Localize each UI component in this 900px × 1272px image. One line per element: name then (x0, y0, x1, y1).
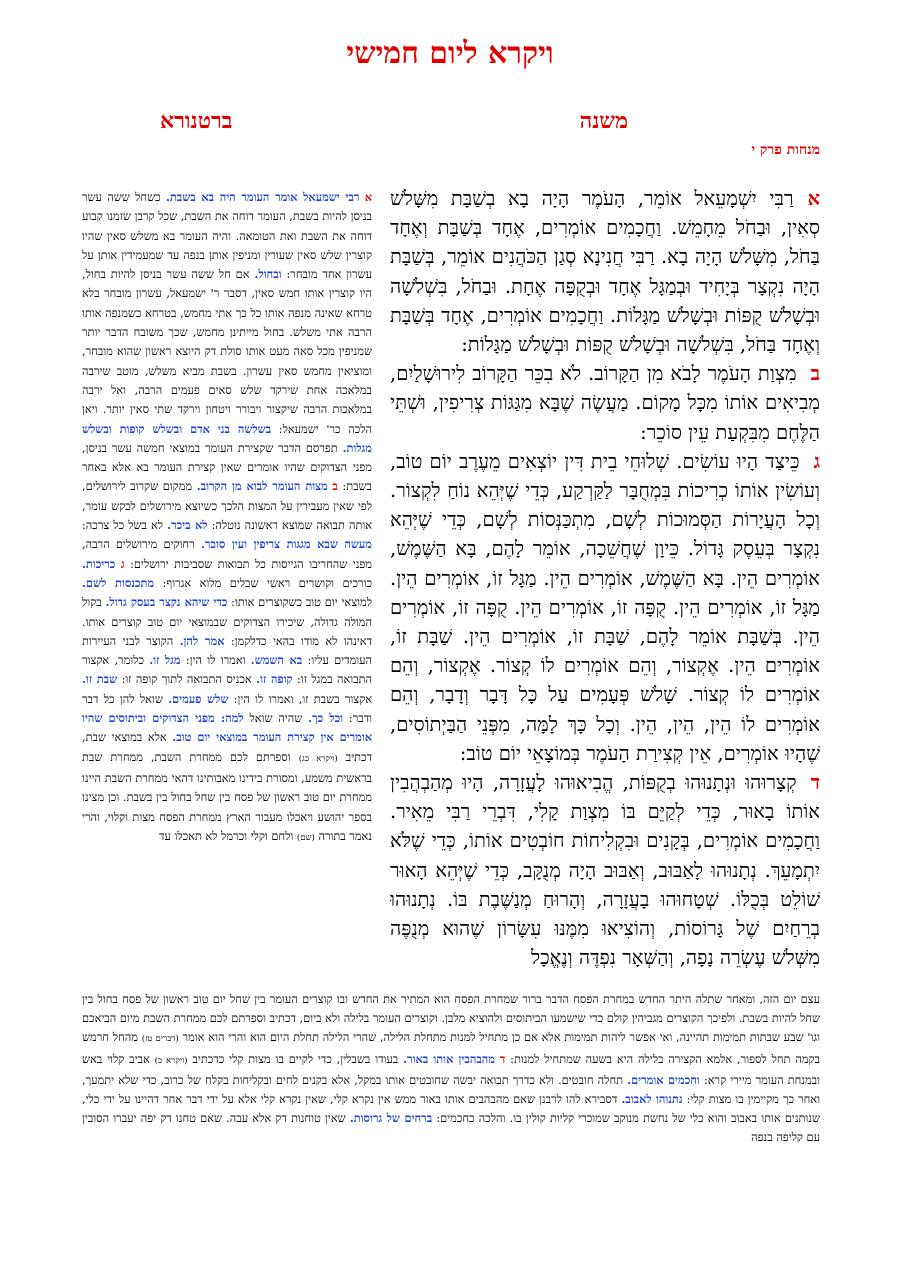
commentary-text: שהיה שואל (249, 712, 303, 726)
commentary-text: וספרתם לכם ממחרת השבת, ממחרת שבת בראשית משמע, ומסורת בידינו מאבותינו דהאי ממחרת השבת היינו ממחרת יום טוב ראשון של פסח בין שחל בחול בין בשבת. וכן מצינו בספר יהושע ויאכלו מעבור הארץ ממחרת הפסח מצות וקלוי, והרי נאמר בתורה (82, 750, 372, 843)
dibur-hamatchil: כדי שיהא נקצר בעסק גדול. (105, 595, 228, 610)
mishna-number: א (807, 187, 820, 210)
commentary-text: שואל להן כל דבר ודבר: (82, 692, 373, 726)
mishna-heading: משנה (579, 108, 628, 134)
dibur-hamatchil: לא ביכר. (167, 518, 208, 533)
commentary-text: כשחל ששה עשר בניסן להיות בשבת, העומר דוחה את השבת, שכל קרבן שזמנו קבוע דוחה את השבת ואת הטומאה. והיה העומר בא משלש סאין שהיו קוצרין שלש סאין שעורין ומניפין אותן בנפה עד שמעמידין אותן על עשרון אחד מובחר: (82, 191, 373, 282)
dibur-hamatchil: ברחים של גרוסות. (349, 1111, 433, 1126)
source-reference: (ויקרא ב) (154, 1055, 188, 1066)
dibur-hamatchil: שבת זו. (82, 672, 118, 687)
dibur-hamatchil: ובחול. (254, 267, 282, 282)
chapter-label: מנחות פרק י (751, 142, 820, 158)
mishna-paragraph (390, 359, 820, 447)
commentary-text: אביב קלוי באש ובמנחת העומר מיירי קרא: (82, 1052, 821, 1087)
commentary-text: רחוקים מירושלים הרבה, מפני שהחריבו הגייסות כל תבואות שסביבות ירושלים: (82, 538, 372, 571)
mishna-column (390, 184, 820, 972)
dibur-hamatchil: קופה זו. (256, 672, 293, 687)
mishna-text: רַבִּי יִשְׁמָעֵאל אוֹמֵר, הָעֹמֶר הָיָה בָא בְשַׁבָּת מִשָּׁלֹשׁ סְאִין, וּבַחֹל מֵחָמֵשׁ. וַחֲכָמִים אוֹמְרִים, אֶחָד בְּשַׁבָּת וְאֶחָד בַּחֹל, מִשָּׁלֹשׁ הָיָה בָא. רַבִּי חֲנִינָא סְגַן הַכֹּהֲנִים אוֹמֵר, בְּשַׁבָּת הָיָה נִקְצָר בְּיָחִיד וּבְמַגָּל אֶחָד וּבְקֻפָּה אֶחָת. וּבַחֹל, בִּשְׁלֹשָׁה וּבְשָׁלֹשׁ קֻפּוֹת וּבְשָׁלֹשׁ מַגָּלוֹת. וַחֲכָמִים אוֹמְרִים, אֶחָד בְּשַׁבָּת וְאֶחָד בַּחֹל, בִּשְׁלֹשָׁה וּבְשָׁלֹשׁ קֻפּוֹת וּבְשָׁלֹשׁ מַגָּלוֹת: (390, 187, 820, 357)
commentary-text: ואמרו לו הין: (185, 654, 246, 668)
mishna-marker: ב (332, 479, 338, 494)
mishna-number: ד (810, 771, 820, 795)
dibur-hamatchil: נתנוהו לאבוב. (621, 1092, 683, 1107)
commentary-text: אם חל ששה עשר בניסן להיות בחול, היו קוצרין אותו חמש סאין, דסבר ר' ישמעאל, עשרון מובחר בלא טרחא שאינה מנפה אותו כל כך אתי מחמש, בטרחא כשמנפה אותו הרבה אתי משלש. בחול מייתינן מחמש, שכך משובח הדבר יותר שמניפין מכל סאה מעט אותו סולת דק היוצא ראשון שהוא מובחר, ומוציאין מחמש סאין עשרון. בשבת מביא משלש, מוטב שירבה במלאכה אחת שירקד שלש סאים פעמים הרבה, ואל ירבה במלאכות הרבה שיקצור ויבורר ויטחון וירקד שתי סאין יותר. ויאן הלכה כר' ישמעאל: (82, 268, 372, 436)
mishna-number: ב (810, 362, 820, 386)
commentary-text: ממקום שקרוב לירושלים, לפי שאין מעבירין על המצות הלכך כשיוצא מירושלים לבקש עומר, אותה תבואה שמוצא ראשונה נוטלה: (82, 480, 373, 533)
commentary-text: תחלה חובטים. ולא כדרך תבואה יבשה שחובטים אותו במקל, אלא בקנים לחים ובקליחות בקלח של כרוב, כדי שלא יתמעך, ואחר כך מקיימין בו מצות קלי: (82, 1073, 820, 1107)
dibur-hamatchil: למה: מפני הצדוקים וביתוסים שהיו אומרים אין קצירת העומר במוצאי יום טוב. (82, 711, 372, 745)
commentary-text: תפרסם הדבר שקצירת העומר במוצאי חמשה עשר בניסן, מפני הצדוקים שהיו אומרים שאין קצירת העומר בא אלא באחר בשבת: (82, 441, 372, 494)
commentary-text: דסבירא להו לרבנן שאם מהבהבים אותו באור ממש אין נקרא קלי, שאין נקרא קלי אלא על ידי דבר אחר דהיינו על ידי כלי, שנותנים אותו באבוב והוא כלי של נחשת מנוקב שמוכרי קליות קולין בו. והלכה כחכמים: (82, 1093, 820, 1126)
bartenura-column (82, 188, 372, 848)
commentary-text: בעודו בשבלין, כדי לקיים בו מצות קלי כדכתיב (192, 1052, 399, 1066)
mishna-marker: ד (499, 1051, 506, 1066)
dibur-hamatchil: מהבהבין אותו באור. (403, 1051, 495, 1066)
bartenura-commentary (82, 188, 372, 848)
dibur-hamatchil: מעשה שבא מגגות צריפין ועין סוכר. (200, 537, 373, 552)
commentary-text: אלא במוצאי שבת, דכתיב (82, 731, 373, 764)
dibur-hamatchil: בא השמש. (250, 653, 303, 668)
commentary-text: מהחל חרמש בקמה תחל לספור, אלמא הקצירה בלילה היא בשעה שמתחיל למנות: (82, 1031, 821, 1066)
commentary-text: לא בשל כל צרכה: (82, 519, 164, 533)
dibur-hamatchil: כריכות. (82, 556, 116, 571)
source-reference: (דברים טז) (141, 1034, 179, 1045)
page-title: ויקרא ליום חמישי (346, 36, 554, 71)
mishna-text: מִצְוַת הָעֹמֶר לָבֹא מִן הַקָּרוֹב. לֹא בִכֵּר הַקָּרוֹב לִירוּשָׁלַיִם, מְבִיאִים אוֹתוֹ מִכָּל מָקוֹם. מַעֲשֶׂה שֶׁבָּא מִגַּגּוֹת צְרִיפִין, וּשְׁתֵּי הַלֶּחֶם מִבִּקְעַת עֵין סוֹכֵר: (390, 362, 820, 444)
commentary-text: שאין טוחנות דק אלא עבה. שאם טחנו דק יפה יעברו הסובין עם קליפה בנפה (82, 1112, 820, 1145)
dibur-hamatchil: בשלשה בני אדם ובשלש קופות ובשלש מגלות. (82, 421, 372, 455)
source-reference: (שם) (296, 832, 315, 843)
commentary-text: ולחם וקלי וכרמל לא תאכלו עד (159, 829, 294, 843)
mishna-paragraph (390, 447, 820, 768)
mishna-text: כֵּיצַד הָיוּ עוֹשִׂים. שְׁלוּחֵי בֵית דִּין יוֹצְאִים מֵעֶרֶב יוֹם טוֹב, וְעוֹשִׂין אוֹתוֹ כְרִיכוֹת בִּמְחֻבָּר לַקַּרְקַע, כְּדֵי שֶׁיְּהֵא נוֹחַ לִקְצוֹר. וְכָל הָעֲיָרוֹת הַסְּמוּכוֹת לְשָׁם, מִתְכַּנְּסוֹת לְשָׁם, כְּדֵי שֶׁיְּהֵא נִקְצָר בְּעֵסֶק גָּדוֹל. כֵּיוָן שֶׁחֲשֵׁכָה, אוֹמֵר לָהֶם, בָּא הַשֶּׁמֶשׁ, אוֹמְרִים הֵין. בָּא הַשֶּׁמֶשׁ, אוֹמְרִים הֵין. מַגָּל זוֹ, אוֹמְרִים הֵין. מַגָּל זוֹ, אוֹמְרִים הֵין. קֻפָּה זוֹ, אוֹמְרִים הֵין. קֻפָּה זוֹ, אוֹמְרִים הֵין. בְּשַׁבָּת אוֹמֵר לָהֶם, שַׁבָּת זוֹ, אוֹמְרִים הֵין. שַׁבָּת זוֹ, אוֹמְרִים הֵין. אֶקְצוֹר, וְהֵם אוֹמְרִים לוֹ קְצוֹר. אֶקְצוֹר, וְהֵם אוֹמְרִים לוֹ קְצוֹר. שָׁלֹשׁ פְּעָמִים עַל כָּל דָּבָר וְדָבָר, וְהֵם אוֹמְרִים לוֹ הֵין, הֵין, הֵין. וְכָל כָּךְ לָמָּה, מִפְּנֵי הַבַּיְתוֹסִים, שֶׁהָיוּ אוֹמְרִים, אֵין קְצִירַת הָעֹמֶר בְּמוֹצָאֵי יוֹם טוֹב: (390, 449, 820, 765)
dibur-hamatchil: וחכמים אומרים. (627, 1072, 700, 1087)
dibur-hamatchil: וכל כך. (308, 711, 344, 726)
dibur-hamatchil: מצות העומר לבוא מן הקרוב. (196, 479, 328, 494)
commentary-text: אכניס התבואה לתוך קופה זו: (121, 673, 252, 687)
mishna-marker: א (364, 190, 372, 204)
mishna-marker: ג (120, 556, 125, 571)
mishna-paragraph (390, 184, 820, 359)
commentary-text: בקול המולה גדולה, שיכירו הצדוקים שבמוצאי יום טוב קוצרים אותו. דאינהו לא מודו בהאי כדלקמן: (82, 596, 373, 648)
mishna-number: ג (813, 449, 820, 473)
mishna-paragraph (390, 768, 820, 972)
commentary-text: עצם יום הזה, ומאחר שתלה היתר החדש במחרת הפסח הדבר ברור שמחרת הפסח הוא המתיר את החדש ובו קוצרים העומר בין שחל יום טוב ראשון של פסח בחול בין שחל להיות בשבת. ולפיכך הקוצרים מגביהין קולם כדי שישמעו הביתוסים ולהוציא מלבן. וקוצרים העומר בלילה ולא ביום, דכתיב וספרתם לכם ממחרת השבת מיום הביאכם וגו' שבע שבתות תמימות תהיינה, ואי אפשר ליהות תמימות אלא אם כן מתחיל למנות מתחלת הלילה, שהרי הלילה תחלת היום הוא והרי הוא אומר (82, 993, 820, 1045)
mishna-text: קְצָרוּהוּ וּנְתָנוּהוּ בְקֻפּוֹת, הֱבִיאוּהוּ לָעֲזָרָה, הָיוּ מְהַבְהֲבִין אוֹתוֹ בָאוּר, כְּדֵי לְקַיֵּם בּוֹ מִצְוַת קָלִי, דִּבְרֵי רַבִּי מֵאִיר. וַחֲכָמִים אוֹמְרִים, בְּקָנִים וּבִקְלִיחוֹת חוֹבְטִים אוֹתוֹ, כְּדֵי שֶׁלֹּא יִתְמָעֵךְ. נְתָנוּהוּ לָאַבּוּב, וְאַבּוּב הָיָה מְנֻקָּב, כְּדֵי שֶׁיְּהֵא הָאוּר שׁוֹלֵט בְּכֻלּוֹ. שְׁטָחוּהוּ בָעֲזָרָה, וְהָרוּחַ מְנַשֶּׁבֶת בּוֹ. נְתָנוּהוּ בְרֵחַיִם שֶׁל גָּרוֹסוֹת, וְהוֹצִיאוּ מִמֶּנּוּ עִשָּׂרוֹן שֶׁהוּא מְנֻפֶּה מִשְּׁלֹשׁ עֶשְׂרֵה נָפָה, וְהַשְּׁאָר נִפְדֶּה וְנֶאֱכָל (390, 771, 820, 970)
commentary-text: כלומר, אקצור התבואה במגל זו: (82, 654, 372, 687)
commentary-text: כורכים וקושרים ראשי שבלים מלוא אגרוף: (162, 576, 373, 590)
commentary-text: הקוצר לבני העיירות העומדים עליו: (82, 634, 373, 668)
source-reference: (ויקרא כג) (298, 753, 338, 764)
bartenura-heading: ברטנורא (160, 108, 233, 134)
dibur-hamatchil: מתכנסות לשם. (82, 575, 155, 590)
commentary-text: אקצור בשבת זו, ואמרו לו הין: (233, 692, 373, 706)
commentary-text: למוצאי יום טוב כשקוצרים אותו: (231, 596, 372, 610)
bottom-commentary-text (82, 990, 820, 1148)
dibur-hamatchil: מגל זו. (149, 653, 181, 668)
dibur-hamatchil: שלש פעמים. (168, 691, 229, 706)
dibur-hamatchil: רבי ישמעאל אומר העומר היה בא בשבת. (165, 190, 360, 204)
bottom-commentary (82, 990, 820, 1148)
dibur-hamatchil: אמר להן. (179, 633, 225, 648)
